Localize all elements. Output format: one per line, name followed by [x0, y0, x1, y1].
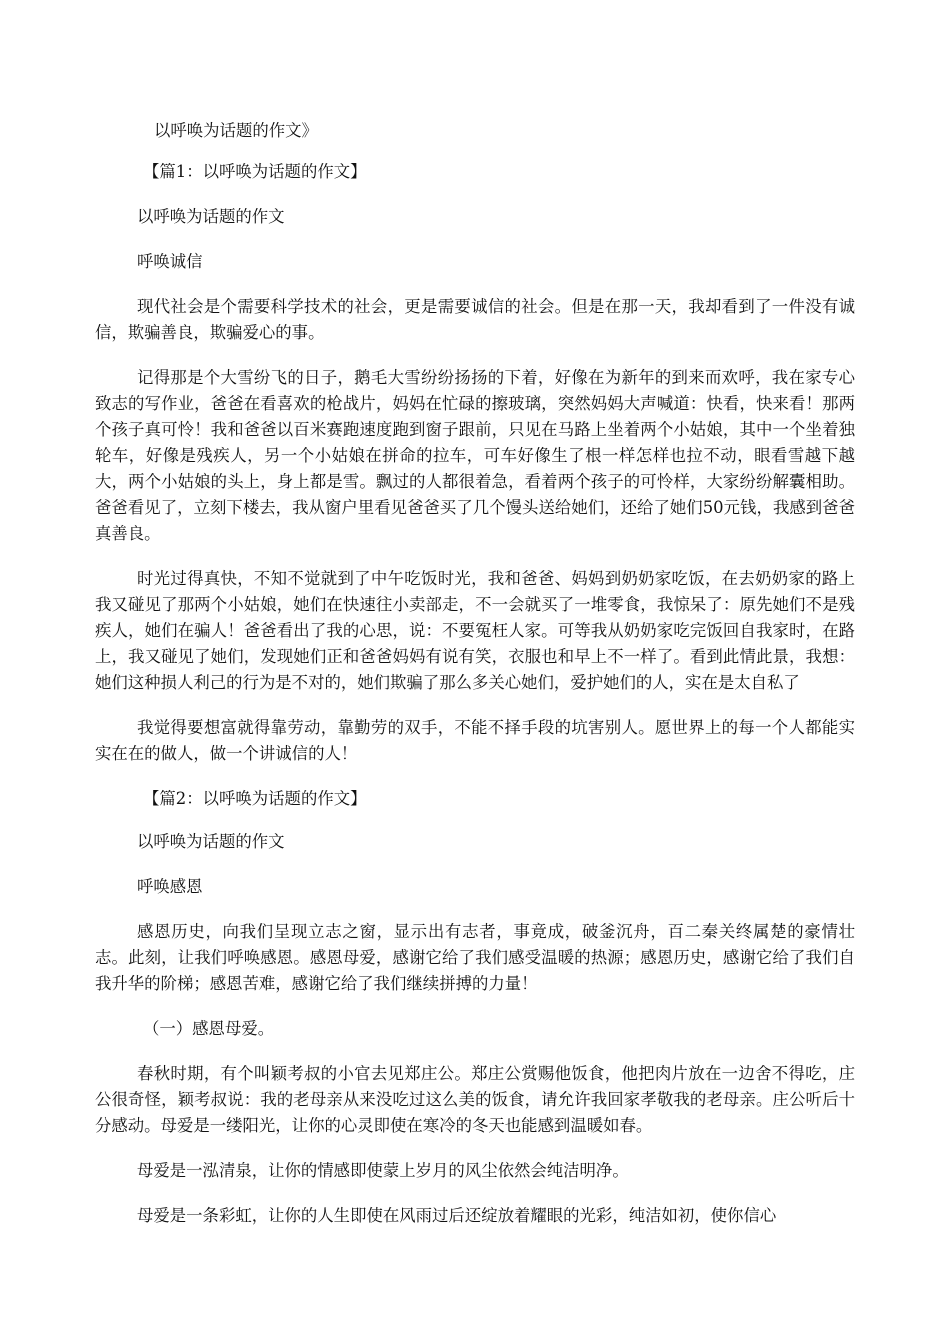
paragraph: 春秋时期，有个叫颖考叔的小官去见郑庄公。郑庄公赏赐他饭食，他把肉片放在一边舍不得吃，庄公很奇怪，颖考叔说：我的老母亲从来没吃过这么美的饭食，请允许我回家孝敬我的老母亲。庄公听后十分感动。母爱是一缕阳光，让你的心灵即使在寒冷的冬天也能感到温暖如春。 — [95, 1064, 855, 1135]
article-title-2: 以呼唤为话题的作文 — [137, 832, 285, 851]
paragraph: 我觉得要想富就得靠劳动，靠勤劳的双手，不能不择手段的坑害别人。愿世界上的每一个人都能实实在在的做人，做一个讲诚信的人！ — [95, 718, 855, 763]
paragraph: 现代社会是个需要科学技术的社会，更是需要诚信的社会。但是在那一天，我却看到了一件没有诚信，欺骗善良，欺骗爱心的事。 — [95, 297, 855, 342]
paragraph: 母爱是一泓清泉，让你的情感即使蒙上岁月的风尘依然会纯洁明净。 — [137, 1161, 629, 1180]
paragraph: 时光过得真快，不知不觉就到了中午吃饭时光，我和爸爸、妈妈到奶奶家吃饭，在去奶奶家的路上我又碰见了那两个小姑娘，她们在快速往小卖部走，不一会就买了一堆零食，我惊呆了：原先她们不是残疾人，她们在骗人！爸爸看出了我的心思，说：不要冤枉人家。可等我从奶奶家吃完饭回自我家时，在路上，我又碰见了她们，发现她们正和爸爸妈妈有说有笑，衣服也和早上不一样了。看到此情此景，我想：她们这种损人利己的行为是不对的，她们欺骗了那么多关心她们，爱护她们的人，实在是太自私了 — [95, 569, 855, 692]
paragraph: 母爱是一条彩虹，让你的人生即使在风雨过后还绽放着耀眼的光彩，纯洁如初，使你信心 — [137, 1206, 777, 1225]
document-heading: 以呼唤为话题的作文》 — [154, 121, 318, 140]
paragraph: 记得那是个大雪纷飞的日子，鹅毛大雪纷纷扬扬的下着，好像在为新年的到来而欢呼，我在家专心致志的写作业，爸爸在看喜欢的枪战片，妈妈在忙碌的擦玻璃，突然妈妈大声喊道：快看，快来看！那两个孩子真可怜！我和爸爸以百米赛跑速度跑到窗子跟前，只见在马路上坐着两个小姑娘，其中一个坐着独轮车，好像是残疾人，另一个小姑娘在拼命的拉车，可车好像生了根一样怎样也拉不动，眼看雪越下越大，两个小姑娘的头上，身上都是雪。飘过的人都很着急，看着两个孩子的可怜样，大家纷纷解囊相助。爸爸看见了，立刻下楼去，我从窗户里看见爸爸买了几个馒头送给她们，还给了她们50元钱，我感到爸爸真善良。 — [95, 368, 855, 543]
section-heading-1: 【篇1：以呼唤为话题的作文】 — [143, 162, 367, 181]
paragraph: 感恩历史，向我们呈现立志之窗，显示出有志者，事竟成，破釜沉舟，百二秦关终属楚的豪情壮志。此刻，让我们呼唤感恩。感恩母爱，感谢它给了我们感受温暖的热源；感恩历史，感谢它给了我们自我升华的阶梯；感恩苦难，感谢它给了我们继续拼搏的力量！ — [95, 922, 855, 993]
subsection-heading: （一）感恩母爱。 — [143, 1019, 275, 1038]
article-subtitle-1: 呼唤诚信 — [137, 252, 203, 271]
article-subtitle-2: 呼唤感恩 — [137, 877, 203, 896]
article-title-1: 以呼唤为话题的作文 — [137, 207, 285, 226]
section-heading-2: 【篇2：以呼唤为话题的作文】 — [143, 789, 367, 808]
document-body — [95, 118, 855, 1248]
